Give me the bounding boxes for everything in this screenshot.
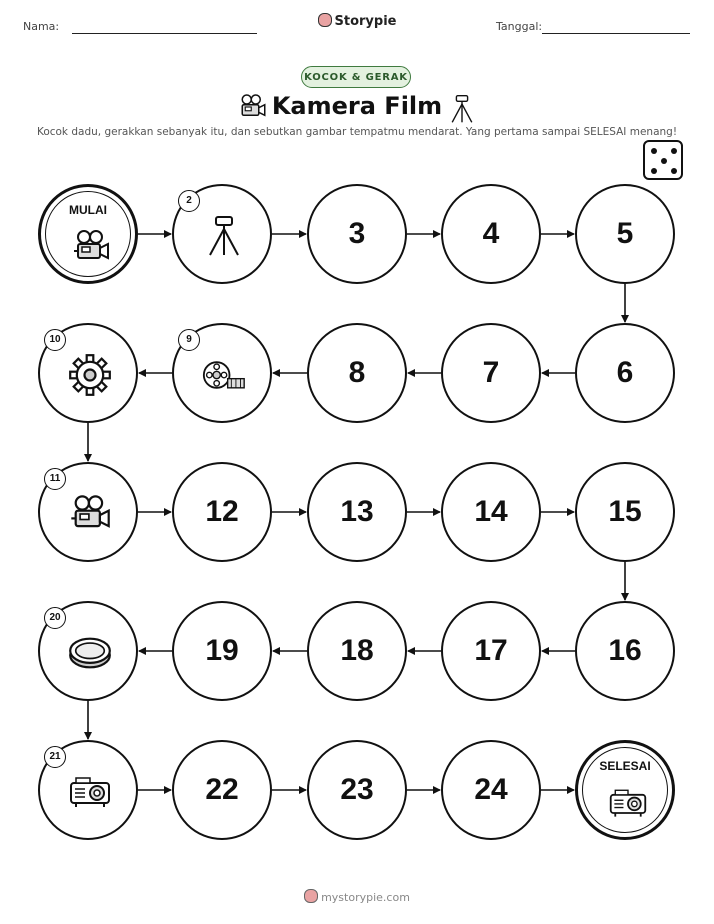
finish-space bbox=[575, 740, 675, 840]
space-number-badge: 21 bbox=[44, 746, 66, 768]
projector-icon bbox=[68, 770, 112, 814]
board-space-12 bbox=[172, 462, 272, 562]
storypie-mascot-icon bbox=[304, 889, 318, 903]
board-space-22 bbox=[172, 740, 272, 840]
board-space-8 bbox=[307, 323, 407, 423]
start-label: MULAI bbox=[69, 203, 107, 217]
space-number: 19 bbox=[205, 634, 239, 667]
space-number-badge: 9 bbox=[178, 329, 200, 351]
board-space-3 bbox=[307, 184, 407, 284]
film-reel-icon bbox=[202, 353, 246, 397]
board-space-11 bbox=[38, 462, 138, 562]
space-number: 24 bbox=[474, 773, 508, 806]
name-label: Nama: bbox=[23, 20, 60, 33]
space-number-badge: 11 bbox=[44, 468, 66, 490]
space-number: 16 bbox=[608, 634, 642, 667]
space-number: 6 bbox=[616, 356, 634, 389]
board-space-6 bbox=[575, 323, 675, 423]
board-space-18 bbox=[307, 601, 407, 701]
lens-filter-icon bbox=[68, 631, 112, 675]
space-number: 13 bbox=[340, 495, 374, 528]
board-space-21 bbox=[38, 740, 138, 840]
board-space-5 bbox=[575, 184, 675, 284]
board-space-2 bbox=[172, 184, 272, 284]
space-number-badge: 20 bbox=[44, 607, 66, 629]
footer bbox=[0, 889, 714, 904]
board-space-17 bbox=[441, 601, 541, 701]
page-title: Kamera Film bbox=[271, 92, 443, 120]
space-number: 23 bbox=[340, 773, 374, 806]
board-space-24 bbox=[441, 740, 541, 840]
space-number: 15 bbox=[608, 495, 642, 528]
space-number: 4 bbox=[482, 217, 500, 250]
gear-icon bbox=[68, 353, 112, 397]
movie-camera-icon bbox=[68, 492, 112, 536]
board-space-10 bbox=[38, 323, 138, 423]
board-space-16 bbox=[575, 601, 675, 701]
space-number: 14 bbox=[474, 495, 508, 528]
space-number: 5 bbox=[616, 217, 634, 250]
board-space-23 bbox=[307, 740, 407, 840]
projector-icon bbox=[608, 783, 648, 823]
space-number-badge: 10 bbox=[44, 329, 66, 351]
board-space-15 bbox=[575, 462, 675, 562]
game-type-badge: KOCOK & GERAK bbox=[301, 66, 411, 88]
movie-camera-icon bbox=[71, 227, 111, 267]
instructions: Kocok dadu, gerakkan sebanyak itu, dan sebutkan gambar tempatmu mendarat. Yang pertama sampai SELESAI menang! bbox=[36, 126, 678, 138]
start-space bbox=[38, 184, 138, 284]
finish-label: SELESAI bbox=[599, 759, 651, 773]
space-number: 8 bbox=[348, 356, 366, 389]
space-number: 22 bbox=[205, 773, 239, 806]
space-number: 12 bbox=[205, 495, 239, 528]
space-number-badge: 2 bbox=[178, 190, 200, 212]
board-space-4 bbox=[441, 184, 541, 284]
date-label: Tanggal: bbox=[496, 20, 543, 33]
board-space-7 bbox=[441, 323, 541, 423]
board-space-9 bbox=[172, 323, 272, 423]
tripod-icon bbox=[202, 214, 246, 258]
space-number: 7 bbox=[482, 356, 500, 389]
board-space-20 bbox=[38, 601, 138, 701]
space-number: 17 bbox=[474, 634, 508, 667]
board-space-13 bbox=[307, 462, 407, 562]
brand-name: Storypie bbox=[334, 14, 397, 29]
board-space-19 bbox=[172, 601, 272, 701]
space-number: 3 bbox=[348, 217, 366, 250]
space-number: 18 bbox=[340, 634, 374, 667]
board-space-14 bbox=[441, 462, 541, 562]
footer-url[interactable]: mystorypie.com bbox=[321, 891, 410, 904]
